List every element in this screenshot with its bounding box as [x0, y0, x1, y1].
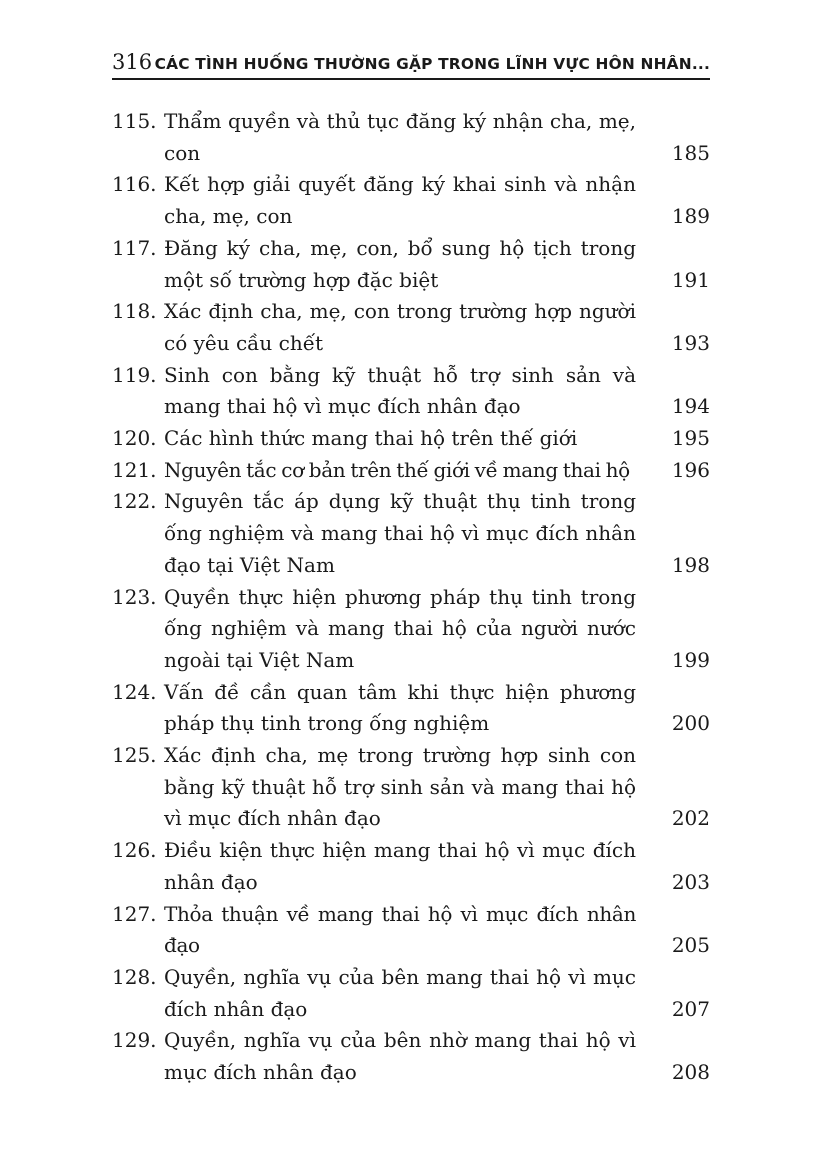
toc-entry-title: Kết hợp giải quyết đăng ký khai sinh và nhận cha, mẹ, con	[164, 172, 636, 229]
toc-entry-number: 127.	[112, 901, 157, 926]
toc-entry-page: 189	[671, 204, 710, 229]
toc-entry-title: Đăng ký cha, mẹ, con, bổ sung hộ tịch trong một số trường hợp đặc biệt	[164, 235, 636, 292]
toc-entry-number: 129.	[112, 1028, 157, 1053]
toc-entry-number: 115.	[112, 109, 157, 133]
toc-entry	[112, 455, 710, 487]
toc-entry-title: Thỏa thuận về mang thai hộ vì mục đích nhân đạo	[164, 901, 636, 958]
toc-entry-title: Xác định cha, mẹ, con trong trường hợp người có yêu cầu chết	[164, 299, 636, 355]
toc-entry-title: Điều kiện thực hiện mang thai hộ vì mục đích nhân đạo	[164, 838, 636, 894]
toc-entry-page: 193	[671, 330, 710, 355]
toc-entry-page: 200	[671, 711, 710, 736]
toc-entry-number: 116.	[112, 172, 157, 197]
toc-entry-number: 121.	[112, 457, 157, 482]
toc-entry-title: Nguyên tắc cơ bản trên thế giới về mang thai hộ	[164, 457, 630, 482]
toc-entry-page: 202	[671, 806, 710, 831]
toc-entry-title: Xác định cha, mẹ trong trường hợp sinh con bằng kỹ thuật hỗ trợ sinh sản và mang thai hộ vì mục đích nhân đạo	[164, 743, 636, 831]
toc-entry-page: 195	[671, 426, 710, 451]
toc-entry-number: 119.	[112, 362, 157, 387]
toc-entry-page: 196	[671, 457, 710, 482]
toc-entry-title: Các hình thức mang thai hộ trên thế giới	[164, 426, 578, 451]
toc-entry-title: Nguyên tắc áp dụng kỹ thuật thụ tinh trong ống nghiệm và mang thai hộ vì mục đích nhân đạo tại Việt Nam	[164, 489, 636, 577]
toc-entry	[112, 423, 710, 455]
toc-entry-number: 120.	[112, 426, 157, 451]
toc-entry	[112, 677, 710, 740]
toc-entry-number: 125.	[112, 743, 157, 768]
toc-entry	[112, 296, 710, 359]
toc-entry-title: Thẩm quyền và thủ tục đăng ký nhận cha, mẹ, con	[164, 109, 636, 165]
toc-entry	[112, 582, 710, 677]
toc-entry-number: 123.	[112, 584, 157, 609]
toc-entry-number: 118.	[112, 299, 157, 324]
toc-entry-number: 122.	[112, 489, 157, 514]
toc-entry	[112, 899, 710, 962]
toc-entry	[112, 106, 710, 169]
toc-entry-page: 205	[671, 933, 710, 958]
page-number: 316	[112, 50, 153, 74]
toc-entry-page: 191	[671, 267, 710, 292]
toc-entry-page: 198	[671, 552, 710, 577]
toc-entry-page: 185	[671, 140, 710, 165]
toc-entry-page: 207	[671, 996, 710, 1021]
toc-entry	[112, 233, 710, 296]
toc-entry-title: Sinh con bằng kỹ thuật hỗ trợ sinh sản và mang thai hộ vì mục đích nhân đạo	[164, 362, 636, 419]
toc-entry-number: 124.	[112, 679, 157, 704]
toc-entry	[112, 962, 710, 1025]
toc-entry-page: 194	[671, 394, 710, 419]
toc-entry-page: 208	[671, 1060, 710, 1085]
toc-entry-page: 203	[671, 869, 710, 894]
toc-entry	[112, 835, 710, 898]
toc-entry-number: 128.	[112, 964, 157, 989]
toc-entry-number: 126.	[112, 838, 157, 863]
toc-entry-title: Quyền, nghĩa vụ của bên nhờ mang thai hộ vì mục đích nhân đạo	[164, 1028, 636, 1085]
toc-entry-title: Vấn đề cần quan tâm khi thực hiện phương pháp thụ tinh trong ống nghiệm	[164, 679, 636, 736]
toc-entry	[112, 740, 710, 835]
running-title: CÁC TÌNH HUỐNG THƯỜNG GẶP TRONG LĨNH VỰC HÔN NHÂN...	[154, 55, 710, 73]
toc-entry-title: Quyền, nghĩa vụ của bên mang thai hộ vì mục đích nhân đạo	[164, 964, 636, 1021]
page-header	[112, 46, 710, 80]
toc-entry	[112, 1025, 710, 1088]
table-of-contents	[112, 106, 710, 1089]
toc-entry	[112, 169, 710, 232]
toc-entry	[112, 486, 710, 581]
toc-entry	[112, 360, 710, 423]
toc-entry-page: 199	[671, 647, 710, 672]
toc-entry-title: Quyền thực hiện phương pháp thụ tinh trong ống nghiệm và mang thai hộ của người nước ngoài tại Việt Nam	[164, 584, 636, 672]
toc-entry-number: 117.	[112, 235, 157, 260]
